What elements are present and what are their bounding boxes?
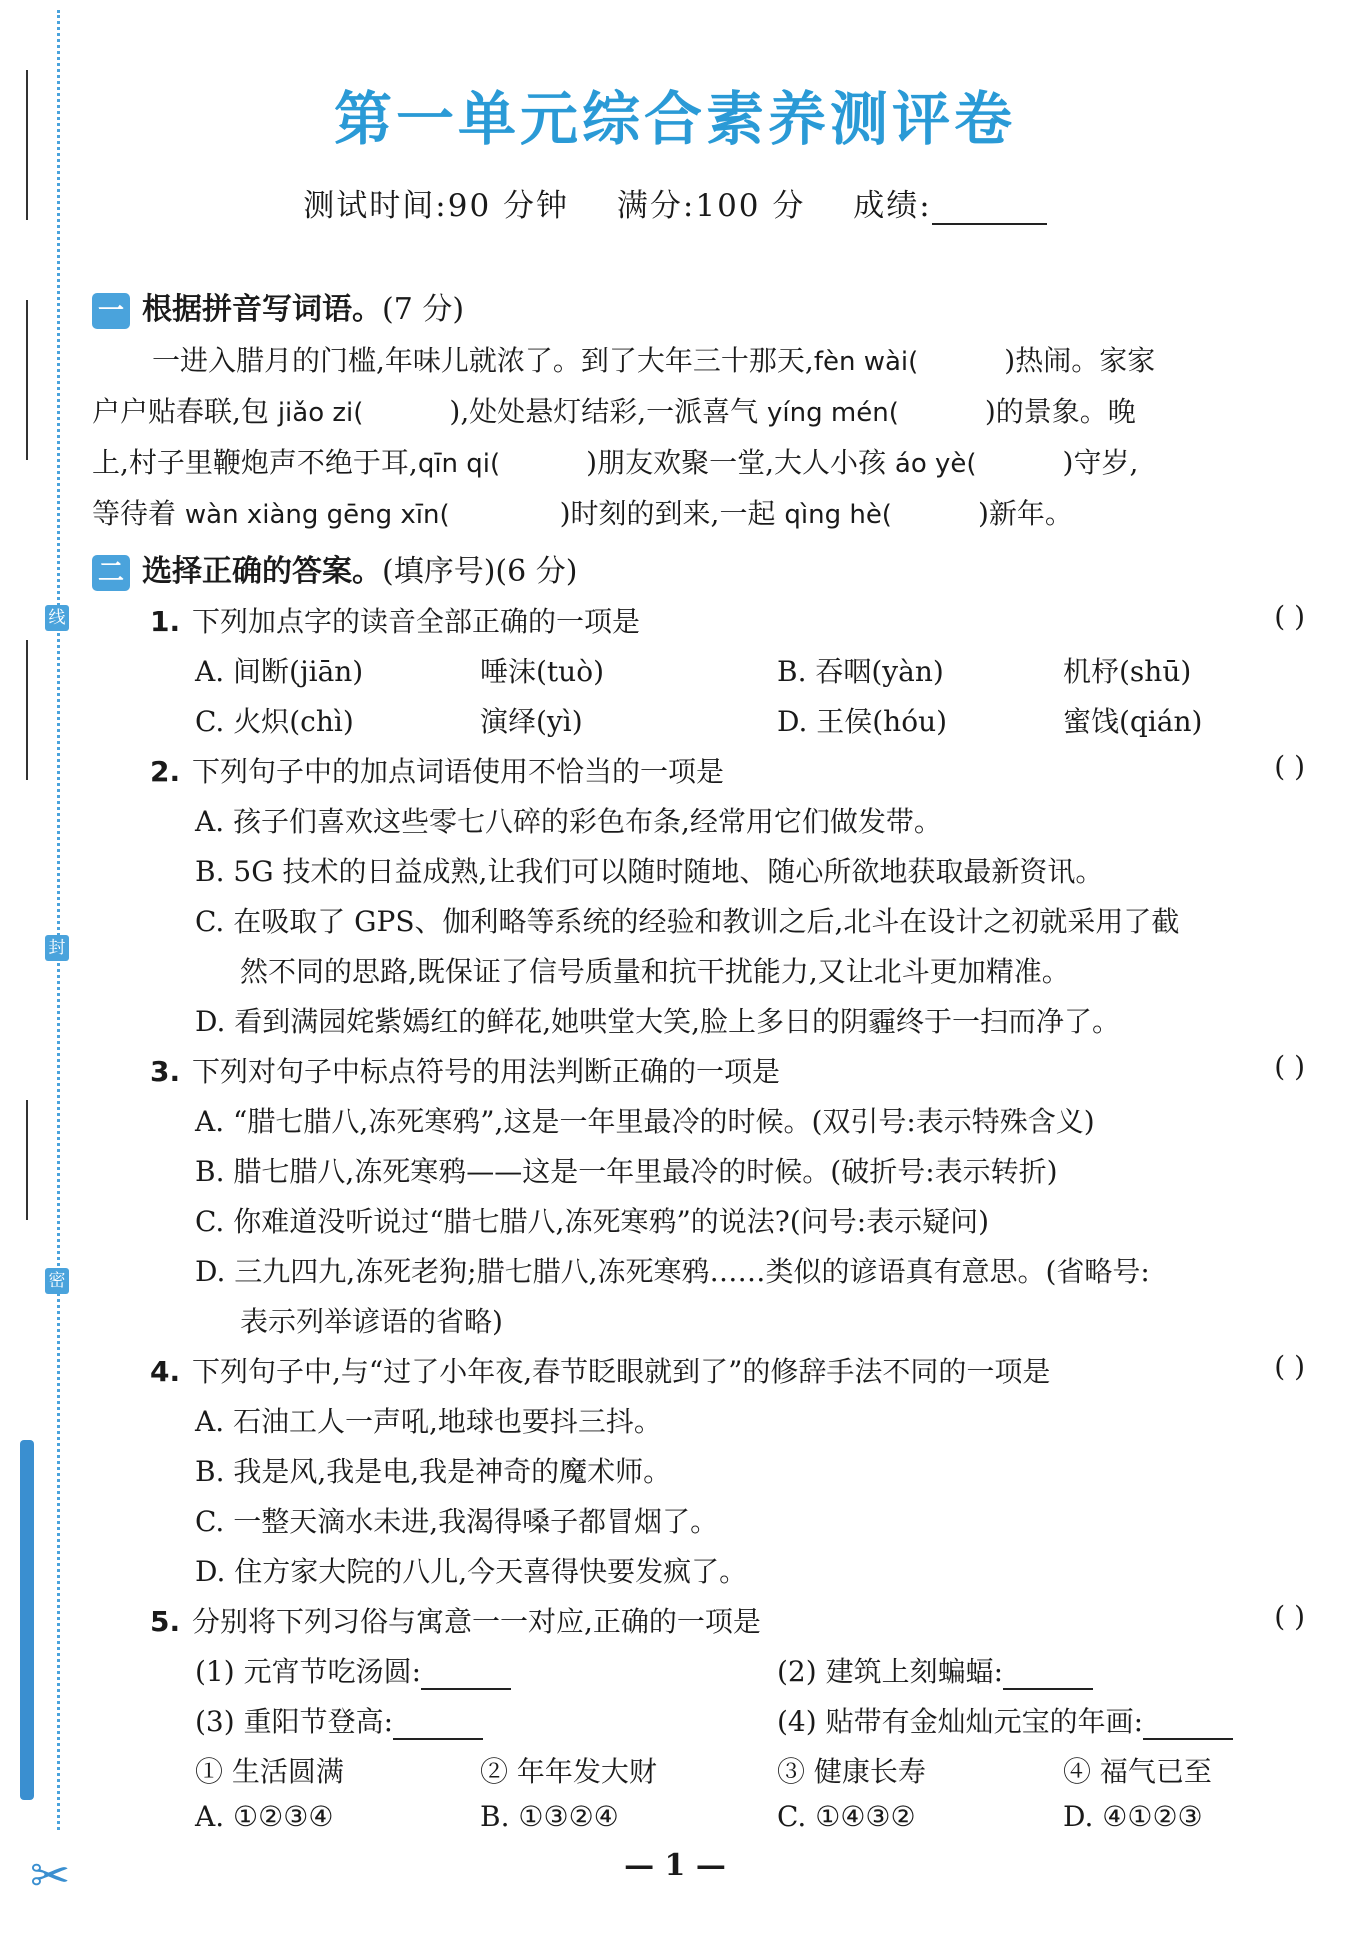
q5-meaning-2: ② 年年发大财 [480,1755,657,1788]
q3-option-b: B. 腊七腊八,冻死寒鸦——这是一年里最冷的时候。(破折号:表示转折) [195,1155,1058,1188]
test-meta [0,180,1350,225]
question-4: 4. 下列句子中,与“过了小年夜,春节眨眼就到了”的修辞手法不同的一项是 ( ) [150,1350,1305,1388]
q4-option-d: D. 住方家大院的八儿,今天喜得快要发疯了。 [195,1555,748,1588]
question-4-stem: 下列句子中,与“过了小年夜,春节眨眼就到了”的修辞手法不同的一项是 [192,1355,1051,1388]
question-2: 2. 下列句子中的加点词语使用不恰当的一项是 ( ) [150,750,1305,788]
margin-rule [26,640,28,780]
question-5: 5. 分别将下列习俗与寓意一一对应,正确的一项是 ( ) [150,1600,1305,1638]
q1-option-a1: A. 间断(jiān) [195,655,364,688]
q1-option-c1: C. 火炽(chì) [195,705,354,738]
match-blank[interactable] [1003,1662,1093,1690]
q5-option-d: D. ④①②③ [1063,1800,1203,1833]
binding-margin [0,0,95,1946]
question-3-stem: 下列对句子中标点符号的用法判断正确的一项是 [192,1055,781,1088]
score-label: 成绩: [853,188,932,224]
q1-option-b2: 机杼(shū) [1063,655,1192,688]
question-1: 1. 下列加点字的读音全部正确的一项是 ( ) [150,600,1305,638]
score-field [853,188,1046,224]
answer-paren[interactable]: ( ) [1274,1600,1305,1633]
match-blank[interactable] [1143,1712,1233,1740]
q5-item-2: (2) 建筑上刻蝙蝠: [777,1650,1093,1690]
q5-item-1: (1) 元宵节吃汤圆: [195,1650,511,1690]
q5-item-4: (4) 贴带有金灿灿元宝的年画: [777,1700,1233,1740]
q3-option-a: A. “腊七腊八,冻死寒鸦”,这是一年里最冷的时候。(双引号:表示特殊含义) [195,1105,1095,1138]
q5-meaning-1: ① 生活圆满 [195,1755,344,1788]
passage-line: 上,村子里鞭炮声不绝于耳,qīn qi( )朋友欢聚一堂,大人小孩 áo yè( )守岁, [92,446,1139,479]
q3-option-d: D. 三九四九,冻死老狗;腊七腊八,冻死寒鸦……类似的谚语真有意思。(省略号: [195,1255,1150,1288]
q2-option-c: C. 在吸取了 GPS、伽利略等系统的经验和教训之后,北斗在设计之初就采用了截 [195,905,1180,938]
q4-option-a: A. 石油工人一声吼,地球也要抖三抖。 [195,1405,662,1438]
binding-tag-line: 线 [45,605,69,631]
q1-option-b1: B. 吞咽(yàn) [777,655,944,688]
binding-tag-seal: 封 [45,935,69,961]
answer-paren[interactable]: ( ) [1274,600,1305,633]
match-blank[interactable] [421,1662,511,1690]
q5-option-a: A. ①②③④ [195,1800,334,1833]
q4-option-b: B. 我是风,我是电,我是神奇的魔术师。 [195,1455,672,1488]
q2-option-a: A. 孩子们喜欢这些零七八碎的彩色布条,经常用它们做发带。 [195,805,942,838]
section-1-passage [92,336,1302,540]
full-score: 满分:100 分 [616,188,806,224]
section-1-score: (7 分) [382,292,465,327]
score-blank[interactable] [932,193,1047,225]
section-2-number: 二 [92,555,130,591]
question-1-stem: 下列加点字的读音全部正确的一项是 [192,605,641,638]
q5-option-c: C. ①④③② [777,1800,916,1833]
question-2-stem: 下列句子中的加点词语使用不恰当的一项是 [192,755,725,788]
q4-option-c: C. 一整天滴水未进,我渴得嗓子都冒烟了。 [195,1505,719,1538]
answer-paren[interactable]: ( ) [1274,750,1305,783]
q1-option-d1: D. 王侯(hóu) [777,705,948,738]
margin-rule [26,1100,28,1220]
q3-option-c: C. 你难道没听说过“腊七腊八,冻死寒鸦”的说法?(问号:表示疑问) [195,1205,990,1238]
answer-paren[interactable]: ( ) [1274,1050,1305,1083]
q5-item-3: (3) 重阳节登高: [195,1700,483,1740]
test-time: 测试时间:90 分钟 [303,188,570,224]
passage-line: 等待着 wàn xiàng gēng xīn( )时刻的到来,一起 qìng hè( )新年。 [92,497,1073,530]
passage-line: 一进入腊月的门槛,年味儿就浓了。到了大年三十那天,fèn wài( )热闹。家家 [152,344,1156,377]
question-3: 3. 下列对句子中标点符号的用法判断正确的一项是 ( ) [150,1050,1305,1088]
q5-option-b: B. ①③②④ [480,1800,619,1833]
answer-paren[interactable]: ( ) [1274,1350,1305,1383]
binding-tag-secret: 密 [45,1268,69,1294]
q1-option-c2: 演绎(yì) [480,705,583,738]
match-blank[interactable] [393,1712,483,1740]
section-2-score: (填序号)(6 分) [382,554,578,589]
margin-blue-strip [20,1440,34,1800]
cut-line [57,10,60,1830]
q2-option-c-cont: 然不同的思路,既保证了信号质量和抗干扰能力,又让北斗更加精准。 [240,955,1070,988]
q5-meaning-4: ④ 福气已至 [1063,1755,1212,1788]
section-1-number: 一 [92,293,130,329]
q1-option-a2: 唾沫(tuò) [480,655,604,688]
question-5-stem: 分别将下列习俗与寓意一一对应,正确的一项是 [192,1605,761,1638]
page-number: — 1 — [624,1848,726,1883]
page-title: 第一单元综合素养测评卷 [333,85,1016,153]
q3-option-d-cont: 表示列举谚语的省略) [240,1305,503,1338]
q2-option-b: B. 5G 技术的日益成熟,让我们可以随时随地、随心所欲地获取最新资讯。 [195,855,1104,888]
section-1-heading [92,284,464,329]
q1-option-d2: 蜜饯(qián) [1063,705,1203,738]
section-2-heading [92,546,577,591]
section-1-title: 根据拼音写词语。 [142,292,382,327]
scissors-icon: ✂ [30,1848,71,1904]
q2-option-d: D. 看到满园姹紫嫣红的鲜花,她哄堂大笑,脸上多日的阴霾终于一扫而净了。 [195,1005,1121,1038]
margin-rule [26,300,28,460]
section-2-title: 选择正确的答案。 [142,554,382,589]
passage-line: 户户贴春联,包 jiǎo zi( ),处处悬灯结彩,一派喜气 yíng mén( )的景象。晚 [92,395,1136,428]
q5-meaning-3: ③ 健康长寿 [777,1755,926,1788]
